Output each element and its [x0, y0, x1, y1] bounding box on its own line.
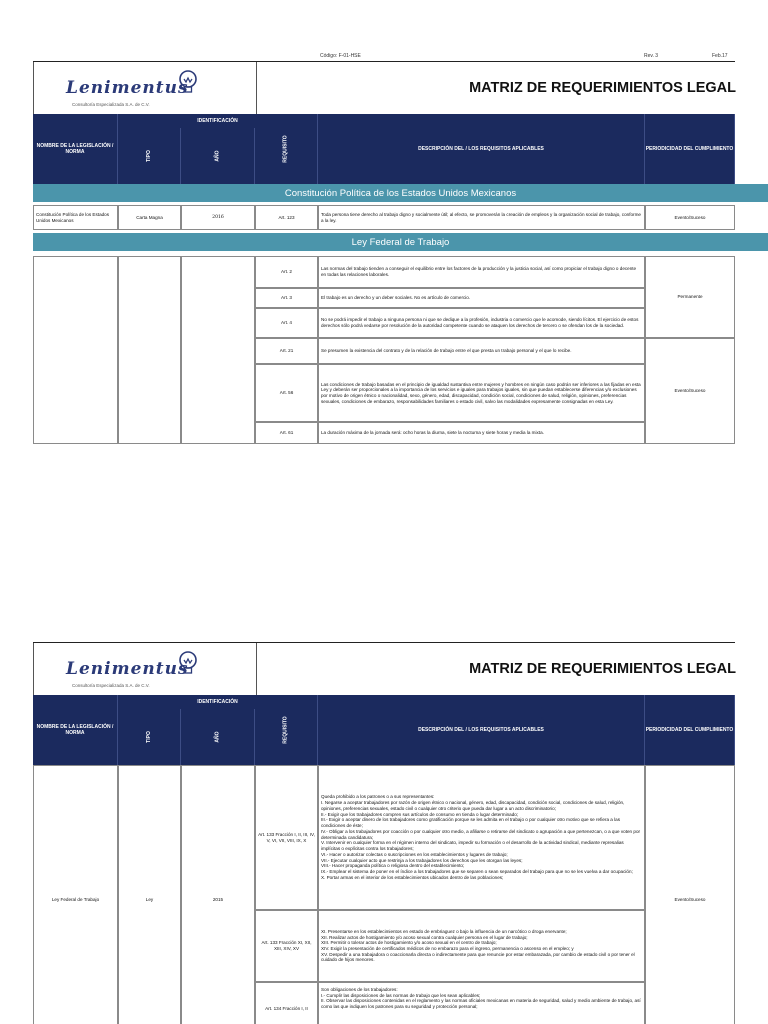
page-2 [0, 620, 768, 1024]
cell-requisito: Art. 133 Fracción XI, XII, XIII, XIV, XV [255, 910, 318, 982]
cell-requisito: Art. 21 [255, 338, 318, 364]
page-1 [0, 0, 768, 460]
cell-requisito: Art. 3 [255, 288, 318, 308]
cell-requisito: Art. 123 [255, 205, 318, 230]
cell-periodicidad: Evento/Suceso [645, 338, 735, 444]
header-descripcion: DESCRIPCIÓN DEL / LOS REQUISITOS APLICABLES [318, 695, 645, 765]
header-tipo: TIPO [118, 128, 181, 184]
cell-nombre-empty [33, 256, 118, 444]
cell-periodicidad: Evento/Suceso [645, 765, 735, 1024]
cell-descripcion: Se presumen la existencia del contrato y de la relación de trabajo entre el que presta un trabajo personal y el que lo recibe. [318, 338, 645, 364]
section-constitucion: Constitución Política de los Estados Unidos Mexicanos [33, 184, 768, 202]
header-anio: AÑO [181, 128, 255, 184]
cell-tipo: Ley [118, 765, 181, 1024]
header-requisito: REQUISITO [255, 695, 318, 765]
logo-tagline: Consultoría Especializada S.A. de C.V. [72, 102, 150, 107]
logo [34, 643, 257, 696]
cell-nombre: Constitución Política de los Estados Unidos Mexicanos [33, 205, 118, 230]
header-periodicidad: PERIODICIDAD DEL CUMPLIMIENTO [645, 114, 735, 184]
cell-anio: 2015 [181, 765, 255, 1024]
cell-descripcion: No se podrá impedir el trabajo a ninguna persona ni que se dedique a la profesión, industria o comercio que le acomode, siendo lícitos. El ejercicio de estos derechos sólo podrá vedarse por resolución de la autoridad competente cuando se ataquen los derechos de tercero o se ofendan los de la sociedad. [318, 308, 645, 338]
logo-tagline: Consultoría Especializada S.A. de C.V. [72, 683, 150, 688]
cell-requisito: Art. 4 [255, 308, 318, 338]
cell-descripcion: Toda persona tiene derecho al trabajo digno y socialmente útil; al efecto, se promoverán la creación de empleos y la organización social de trabajo, conforme a la ley. [318, 205, 645, 230]
cell-descripcion: El trabajo es un derecho y un deber sociales. No es artículo de comercio. [318, 288, 645, 308]
page-title: MATRIZ DE REQUERIMIENTOS LEGAL [469, 80, 736, 96]
cell-periodicidad: Evento/Suceso [645, 205, 735, 230]
logo [34, 62, 257, 115]
cell-descripcion: Las condiciones de trabajo basadas en el principio de igualdad sustantiva entre mujeres y hombres en ningún caso podrán ser inferiores a las fijadas en esta Ley y deberán ser proporcionales a la importancia de los servicios e iguales para trabajos iguales, sin que puedan establecerse diferencias y/o exclusiones por motivo de origen étnico o nacionalidad, sexo, género, edad, discapacidad, condición social, condiciones de salud, religión, opiniones, preferencias sexuales, condiciones de embarazo, responsabilidades familiares o estado civil, salvo las modalidades expresamente consignadas en esta Ley. [318, 364, 645, 422]
header-identificacion: IDENTIFICACIÓN [118, 114, 318, 128]
header-anio: AÑO [181, 709, 255, 765]
header-requisito: REQUISITO [255, 114, 318, 184]
cell-nombre: Ley Federal de Trabajo [33, 765, 118, 1024]
cell-anio: 2016 [181, 205, 255, 230]
cell-requisito: Art. 134 Fracción I, II [255, 982, 318, 1024]
header-band [33, 643, 736, 695]
cell-descripcion: Queda prohibido a los patrones o a sus representantes: I. Negarse a aceptar trabajadores por razón de origen étnico o nacional, género, edad, discapacidad, condición social, condiciones de salud, religión, opiniones, preferencias sexuales, estado civil o cualquier otro criterio que pueda dar lugar a un acto discriminatorio; II.- Exigir que los trabajadores compren sus artículos de consumo en tienda o lugar determinado; III.- Exigir o aceptar dinero de los trabajadores como gratificación porque se les admita en el trabajo o por cualquier otro motivo que se refiera a las condiciones de éste; IV.- Obligar a los trabajadores por coacción o por cualquier otro medio, a afiliarse o retirarse del sindicato o agrupación a que pertenezcan, o a que voten por determinada candidatura; V. Intervenir en cualquier forma en el régimen interno del sindicato, impedir su formación o el desarrollo de la actividad sindical, mediante represalias implícitas o explícitas contra los trabajadores; VI.- Hacer o autorizar colectas o suscripciones en los establecimientos y lugares de trabajo; VII.- Ejecutar cualquier acto que restrinja a los trabajadores los derechos que les otorgan las leyes; VIII.- Hacer propaganda política o religiosa dentro del establecimiento; IX.- Emplear el sistema de poner en el índice a los trabajadores que se separen o sean separados del trabajo para que no se les vuelva a dar ocupación; X. Portar armas en el interior de los establecimientos ubicados dentro de las poblaciones; [318, 765, 645, 910]
cell-requisito: Art. 133 Fracción I, II, III, IV, V, VI, VII, VIII, IX, X [255, 765, 318, 910]
cell-descripcion: Son obligaciones de los trabajadores: I.- Cumplir las disposiciones de las normas de trabajo que les sean aplicables; II. Observar las disposiciones contenidas en el reglamento y las normas oficiales mexicanas en materia de seguridad, salud y medio ambiente de trabajo, así como las que indiquen los patrones para su seguridad y protección personal; [318, 982, 645, 1024]
cell-tipo: Carta Magna [118, 205, 181, 230]
page-title: MATRIZ DE REQUERIMIENTOS LEGAL [469, 661, 736, 677]
cell-descripcion: La duración máxima de la jornada será: ocho horas la diurna, siete la nocturna y siete horas y media la mixta. [318, 422, 645, 444]
section-lft: Ley Federal de Trabajo [33, 233, 768, 251]
revision: Rev. 3 [644, 53, 659, 59]
header-tipo: TIPO [118, 709, 181, 765]
document-code: Código: F-01-HSE [320, 53, 361, 59]
document-date: Feb.17 [712, 53, 728, 59]
header-periodicidad: PERIODICIDAD DEL CUMPLIMIENTO [645, 695, 735, 765]
header-nombre: NOMBRE DE LA LEGISLACIÓN / NORMA [33, 114, 118, 184]
cell-tipo-empty [118, 256, 181, 444]
header-descripcion: DESCRIPCIÓN DEL / LOS REQUISITOS APLICABLES [318, 114, 645, 184]
cell-requisito: Art. 61 [255, 422, 318, 444]
header-identificacion: IDENTIFICACIÓN [118, 695, 318, 709]
cell-periodicidad: Permanente [645, 256, 735, 338]
cell-descripcion: XI. Presentarse en los establecimientos en estado de embriaguez o bajo la influencia de un narcótico o droga enervante; XII. Realizar actos de hostigamiento y/o acoso sexual contra cualquier persona en el lugar de trabajo; XIII. Permitir o tolerar actos de hostigamiento y/o acoso sexual en el centro de trabajo; XIV. Exigir la presentación de certificados médicos de no embarazo para el ingreso, permanencia o ascenso en el empleo; y XV. Despedir a una trabajadora o coaccionarla directa o indirectamente para que renuncie por estar embarazada, por cambio de estado civil o por tener el cuidado de hijos menores. [318, 910, 645, 982]
header-band [33, 62, 736, 114]
logo-wordmark: Lenimentus [66, 659, 189, 679]
cell-requisito: Art. 2 [255, 256, 318, 288]
cell-descripcion: Las normas del trabajo tienden a conseguir el equilibrio entre los factores de la producción y la justicia social, así como propiciar el trabajo digno o decente en todas las relaciones laborales. [318, 256, 645, 288]
cell-anio-empty [181, 256, 255, 444]
logo-wordmark: Lenimentus [66, 78, 189, 98]
cell-requisito: Art. 56 [255, 364, 318, 422]
header-nombre: NOMBRE DE LA LEGISLACIÓN / NORMA [33, 695, 118, 765]
